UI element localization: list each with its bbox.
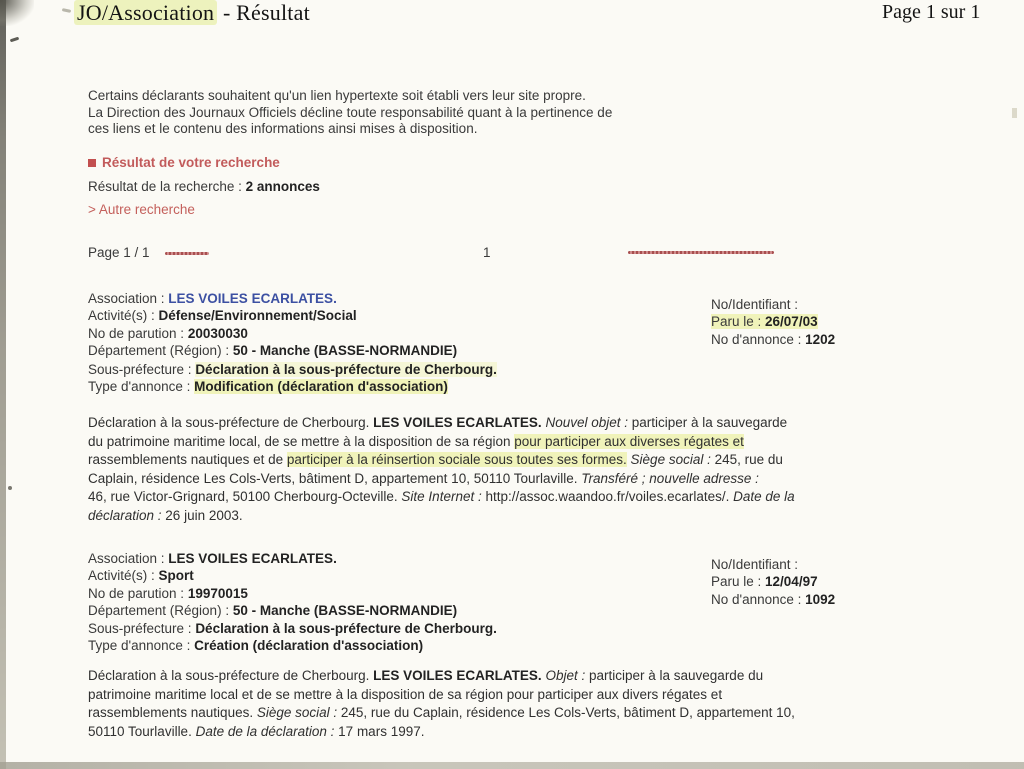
record-2-fields: [88, 550, 457, 619]
scan-speck: [10, 37, 19, 43]
record-field-departement: Département (Région) : 50 - Manche (BASSE-NORMANDIE): [88, 342, 458, 358]
pagination-separator-line: [628, 251, 774, 254]
pagination-label: Page 1 / 1: [88, 245, 150, 260]
record-field-sous-prefecture: Sous-préfecture : Déclaration à la sous-préfecture de Cherbourg.: [88, 362, 497, 377]
record-field-association: Association : LES VOILES ECARLATES.: [88, 551, 337, 566]
pagination-current-page[interactable]: 1: [483, 245, 491, 260]
record-field-activite: Activité(s) : Sport: [88, 568, 194, 584]
scan-edge-bottom: [0, 762, 1024, 769]
pagination-separator-line: [165, 252, 209, 255]
results-section-title: [88, 155, 280, 170]
notice-line: La Direction des Journaux Officiels décline toute responsabilité quant à la pertinence de: [88, 104, 613, 120]
meta-annonce: No d'annonce : 1092: [711, 591, 836, 607]
meta-identifiant: No/Identifiant :: [711, 297, 799, 312]
description-line: rassemblements nautiques et de participer à la réinsertion sociale sous toutes ses formes. Siège social : 245, rue du: [88, 452, 783, 467]
result-count-label: Résultat de la recherche :: [88, 179, 246, 194]
record-field-association[interactable]: Association : LES VOILES ECARLATES.: [88, 291, 337, 306]
record-2-prefecture: [88, 620, 497, 655]
meta-annonce: No d'annonce : 1202: [711, 331, 836, 347]
meta-paru-le: Paru le : 26/07/03: [711, 314, 818, 330]
other-search-link[interactable]: > Autre recherche: [88, 202, 195, 217]
record-field-sous-prefecture: Sous-préfecture : Déclaration à la sous-préfecture de Cherbourg.: [88, 621, 497, 636]
scan-edge-left: [0, 0, 6, 769]
record-field-type-annonce: Type d'annonce : Création (déclaration d'association): [88, 638, 424, 654]
record-1-description: [88, 414, 795, 525]
record-1-meta: [711, 296, 835, 348]
result-count-value: 2 annonces: [245, 179, 320, 194]
notice-line: ces liens et le contenu des informations ainsi mises à disposition.: [88, 121, 478, 137]
scan-speck: [62, 8, 71, 13]
notice-line: Certains déclarants souhaitent qu'un lien hypertexte soit établi vers leur site propre.: [88, 88, 586, 103]
record-2-meta: [711, 556, 835, 608]
record-field-parution: No de parution : 19970015: [88, 585, 248, 601]
hyperlink-notice: [88, 88, 612, 138]
meta-identifiant: No/Identifiant :: [711, 557, 799, 572]
record-field-activite: Activité(s) : Défense/Environnement/Social: [88, 308, 357, 324]
record-field-parution: No de parution : 20030030: [88, 325, 248, 341]
record-field-departement: Département (Région) : 50 - Manche (BASSE-NORMANDIE): [88, 602, 458, 618]
description-line: patrimoine maritime local et de se mettre à la disposition de sa région pour participer aux divers régates et: [88, 686, 723, 702]
record-field-type-annonce: Type d'annonce : Modification (déclaration d'association): [88, 379, 448, 395]
description-line: 50110 Tourlaville. Date de la déclaration : 17 mars 1997.: [88, 723, 425, 739]
description-line: 46, rue Victor-Grignard, 50100 Cherbourg-Octeville. Site Internet : http://assoc.waandoo.fr/voiles.ecarlates/. Date de la: [88, 489, 795, 504]
description-line: Déclaration à la sous-préfecture de Cherbourg. LES VOILES ECARLATES. Objet : participer à la sauvegarde du: [88, 668, 764, 683]
description-line: du patrimoine maritime local, de se mettre à la disposition de sa région pour participer aux diverses régates et: [88, 433, 744, 449]
description-line: Déclaration à la sous-préfecture de Cherbourg. LES VOILES ECARLATES. Nouvel objet : participer à la sauvegarde: [88, 415, 788, 430]
result-count: [88, 179, 320, 194]
scan-speck: [8, 486, 12, 490]
document-title-highlighted: JO/Association: [74, 0, 217, 25]
description-line: Caplain, résidence Les Cols-Verts, bâtiment D, appartement 10, 50110 Tourlaville. Transféré ; nouvelle adresse :: [88, 470, 759, 486]
scan-speck: [1012, 108, 1017, 118]
record-1-fields: [88, 290, 457, 359]
record-2-description: [88, 667, 795, 741]
meta-paru-le: Paru le : 12/04/97: [711, 574, 818, 590]
description-line: déclaration : 26 juin 2003.: [88, 507, 243, 523]
document-title: [74, 0, 310, 26]
page-indicator: Page 1 sur 1: [882, 1, 981, 23]
bullet-square-icon: [88, 159, 96, 167]
scan-corner-shadow: [0, 0, 34, 26]
description-line: rassemblements nautiques. Siège social : 245, rue du Caplain, résidence Les Cols-Verts, bâtiment D, appartement 10,: [88, 705, 795, 720]
results-section-title-text: Résultat de votre recherche: [102, 155, 280, 170]
record-1-prefecture: [88, 361, 497, 396]
document-title-rest: - Résultat: [217, 0, 310, 25]
